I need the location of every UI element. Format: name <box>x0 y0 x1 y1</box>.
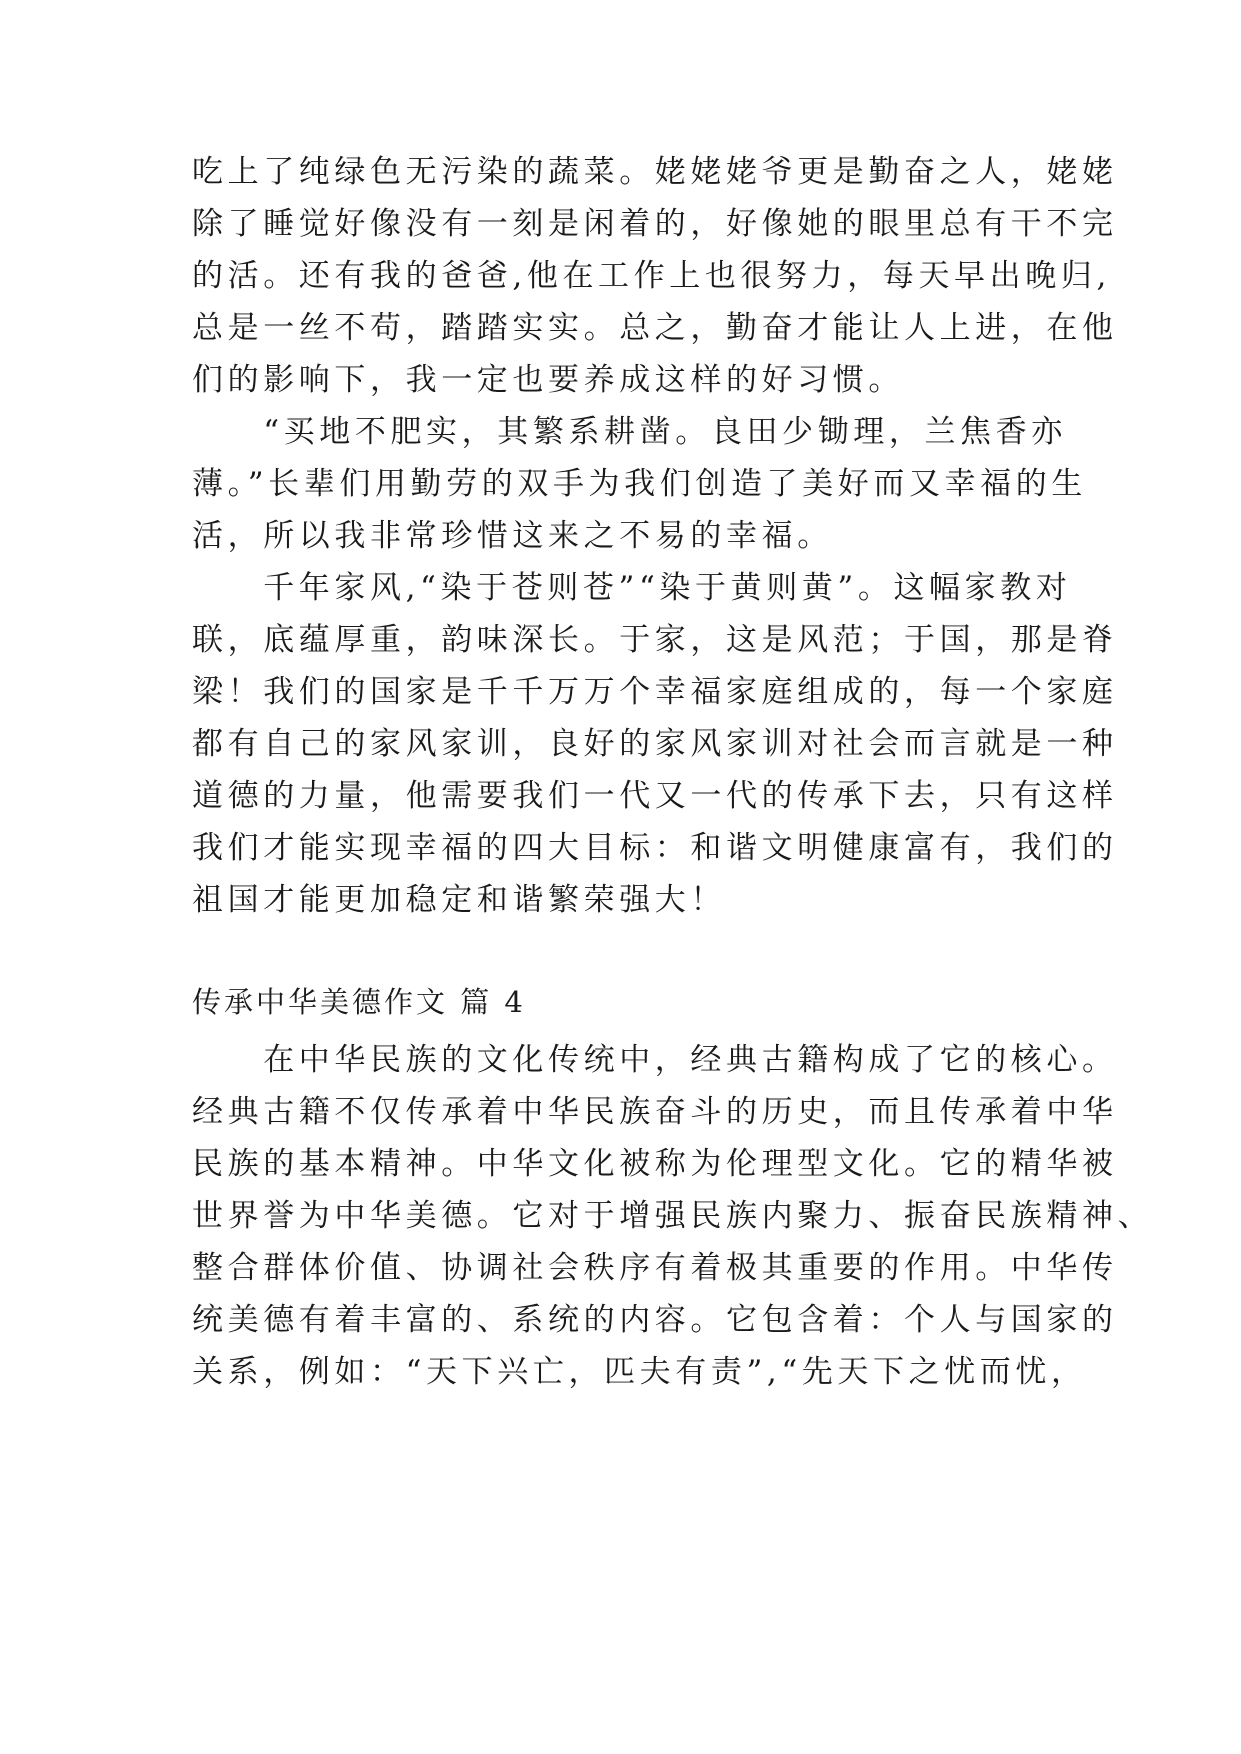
paragraph-line: 关系，例如：“天下兴亡，匹夫有责”,“先天下之忧而忧， <box>192 1354 1087 1390</box>
paragraph-line: 道德的力量，他需要我们一代又一代的传承下去，只有这样 <box>192 778 1118 814</box>
paragraph-line: 都有自己的家风家训，良好的家风家训对社会而言就是一种 <box>192 726 1118 762</box>
paragraph-line: “买地不肥实，其繁系耕凿。良田少锄理，兰焦香亦 <box>192 414 1067 450</box>
paragraph-line: 千年家风,“染于苍则苍”“染于黄则黄”。这幅家教对 <box>192 570 1072 606</box>
paragraph-line: 民族的基本精神。中华文化被称为伦理型文化。它的精华被 <box>192 1146 1118 1182</box>
paragraph-line: 活，所以我非常珍惜这来之不易的幸福。 <box>192 518 833 554</box>
paragraph-line: 我们才能实现幸福的四大目标：和谐文明健康富有，我们的 <box>192 830 1118 866</box>
paragraph-line: 吃上了纯绿色无污染的蔬菜。姥姥姥爷更是勤奋之人，姥姥 <box>192 154 1118 190</box>
paragraph-line: 经典古籍不仅传承着中华民族奋斗的历史，而且传承着中华 <box>192 1094 1118 1130</box>
paragraph-line: 除了睡觉好像没有一刻是闲着的，好像她的眼里总有干不完 <box>192 206 1118 242</box>
paragraph-line: 联，底蕴厚重，韵味深长。于家，这是风范；于国，那是脊 <box>192 622 1118 658</box>
section-heading: 传承中华美德作文 篇 4 <box>192 985 526 1019</box>
paragraph-line: 梁！我们的国家是千千万万个幸福家庭组成的，每一个家庭 <box>192 674 1118 710</box>
paragraph-line: 的活。还有我的爸爸,他在工作上也很努力，每天早出晚归, <box>192 258 1111 294</box>
paragraph-line: 统美德有着丰富的、系统的内容。它包含着：个人与国家的 <box>192 1302 1118 1338</box>
paragraph-line: 们的影响下，我一定也要养成这样的好习惯。 <box>192 362 904 398</box>
paragraph-line: 整合群体价值、协调社会秩序有着极其重要的作用。中华传 <box>192 1250 1118 1286</box>
paragraph-line: 世界誉为中华美德。它对于增强民族内聚力、振奋民族精神、 <box>192 1198 1154 1234</box>
paragraph-line: 总是一丝不苟，踏踏实实。总之，勤奋才能让人上进，在他 <box>192 310 1118 346</box>
paragraph-line: 祖国才能更加稳定和谐繁荣强大！ <box>192 882 726 918</box>
paragraph-line: 薄。”长辈们用勤劳的双手为我们创造了美好而又幸福的生 <box>192 466 1087 502</box>
paragraph-line: 在中华民族的文化传统中，经典古籍构成了它的核心。 <box>192 1042 1118 1078</box>
